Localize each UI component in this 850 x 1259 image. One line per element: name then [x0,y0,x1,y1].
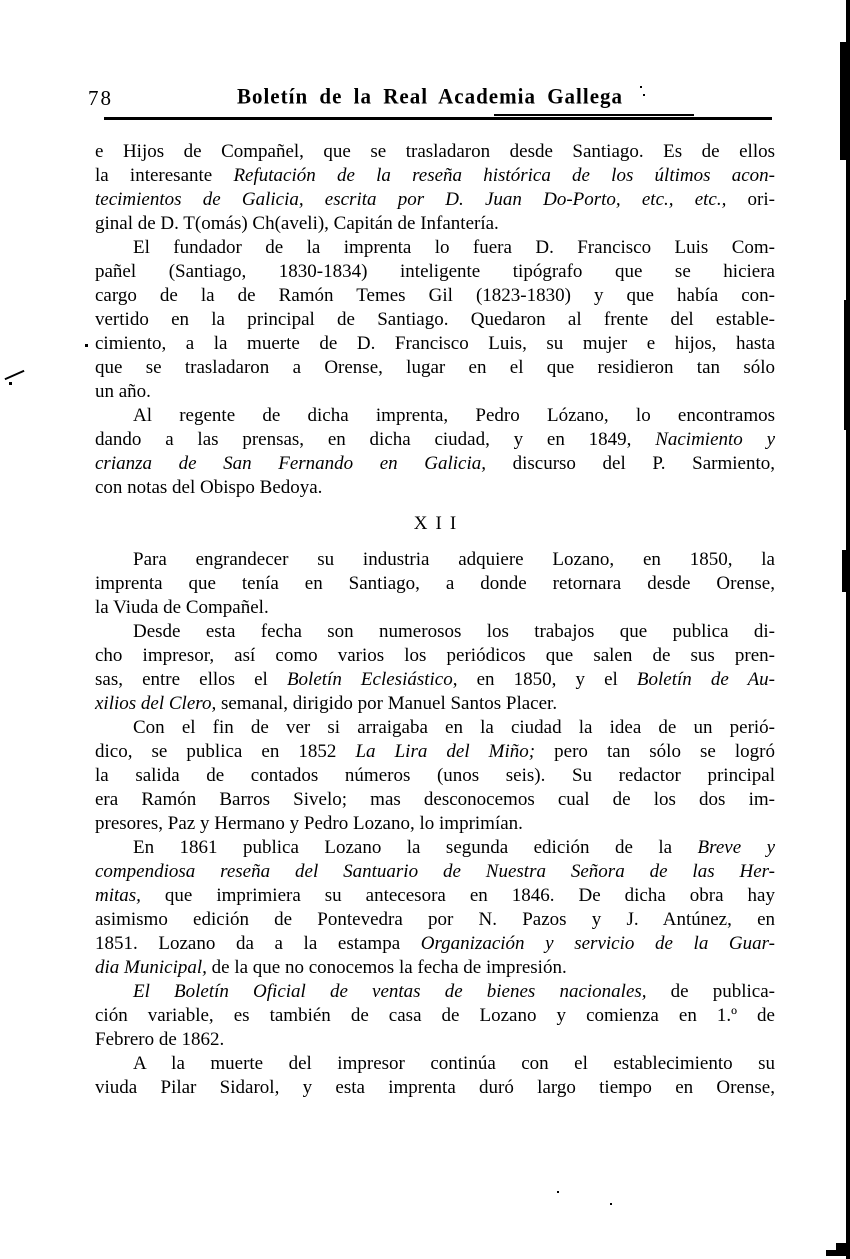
text-line: dia Municipal, de la que no conocemos la fecha de impresión. [95,957,567,978]
scan-speck [9,382,12,385]
text-line: ción variable, es también de casa de Lozano y comienza en 1.º de [95,1005,775,1026]
text-line: era Ramón Barros Sivelo; mas desconocemos cual de los dos im- [95,789,775,810]
text-line: En 1861 publica Lozano la segunda edición de la Breve y [133,837,776,858]
text-line: pañel (Santiago, 1830-1834) inteligente tipógrafo que se hiciera [95,261,775,282]
text-line: con notas del Obispo Bedoya. [95,477,323,498]
text-line: compendiosa reseña del Santuario de Nuestra Señora de las Her- [95,861,775,882]
text-line: asimismo edición de Pontevedra por N. Pazos y J. Antúnez, en [95,909,775,930]
running-header [88,84,772,112]
text-line: cho impresor, así como varios los periódicos que salen de sus pren- [95,645,775,666]
text-line: El Boletín Oficial de ventas de bienes nacionales, de publica- [133,981,775,1002]
binding-edge-artifact [846,0,850,1259]
text-line: que se trasladaron a Orense, lugar en el que residieron tan sólo [95,357,775,378]
scan-speck [610,1203,612,1205]
binding-edge-artifact [840,42,850,160]
text-line: ginal de D. T(omás) Ch(aveli), Capitán de Infantería. [95,213,499,234]
text-line: presores, Paz y Hermano y Pedro Lozano, lo imprimían. [95,813,523,834]
binding-edge-artifact [844,300,850,430]
paragraph [95,620,775,716]
text-line: imprenta que tenía en Santiago, a donde retornara desde Orense, [95,573,775,594]
text-line: vertido en la principal de Santiago. Quedaron al frente del estable- [95,309,775,330]
text-line: mitas, que imprimiera su antecesora en 1846. De dicha obra hay [95,885,775,906]
text-line: la salida de contados números (unos seis). Su redactor principal [95,765,775,786]
paragraph [95,716,775,836]
text-line: 1851. Lozano da a la estampa Organización y servicio de la Guar- [95,933,775,954]
journal-title: Boletín de la Real Academia Gallega [236,83,624,109]
text-line: crianza de San Fernando en Galicia, discurso del P. Sarmiento, [95,453,775,474]
text-line: A la muerte del impresor continúa con el establecimiento su [133,1053,775,1074]
paragraph [95,140,775,236]
text-line: Febrero de 1862. [95,1029,225,1050]
text-line: Desde esta fecha son numerosos los trabajos que publica di- [133,621,775,642]
binding-edge-artifact [836,1243,850,1253]
page-number: 78 [88,86,113,110]
page-body-text [95,140,775,1100]
text-line: viuda Pilar Sidarol, y esta imprenta duró largo tiempo en Orense, [95,1077,775,1098]
text-line: cargo de la de Ramón Temes Gil (1823-1830) y que había con- [95,285,775,306]
paragraph [95,548,775,620]
header-rule [104,117,772,120]
text-line: la Viuda de Compañel. [95,597,269,618]
text-line: la interesante Refutación de la reseña histórica de los últimos acon- [95,165,775,186]
text-line: Para engrandecer su industria adquiere Lozano, en 1850, la [133,549,775,570]
text-line: dando a las prensas, en dicha ciudad, y en 1849, Nacimiento y [95,429,775,450]
text-line: Al regente de dicha imprenta, Pedro Lózano, lo encontramos [133,405,775,426]
paragraph [95,236,775,404]
paragraph [95,404,775,500]
text-line: cimiento, a la muerte de D. Francisco Luis, su mujer e hijos, hasta [95,333,775,354]
scan-speck [640,86,642,88]
text-line: un año. [95,381,151,402]
text-line: dico, se publica en 1852 La Lira del Miño; pero tan sólo se logró [95,741,775,762]
binding-edge-artifact [842,550,850,592]
paragraph [95,1052,775,1100]
text-line: Con el fin de ver si arraigaba en la ciudad la idea de un perió- [133,717,775,738]
paragraph [95,836,775,980]
text-line: El fundador de la imprenta lo fuera D. Francisco Luis Com- [133,237,775,258]
text-line: xilios del Clero, semanal, dirigido por Manuel Santos Placer. [95,693,558,714]
scan-speck [643,94,645,96]
scan-speck [85,344,88,347]
scan-scratch-artifact [5,370,25,380]
paragraph [95,980,775,1052]
text-line: e Hijos de Compañel, que se trasladaron desde Santiago. Es de ellos [95,141,775,162]
section-heading: XII [413,513,465,534]
scan-speck [557,1191,559,1193]
text-line: tecimientos de Galicia, escrita por D. Juan Do-Porto, etc., etc., ori- [95,189,775,210]
text-line: sas, entre ellos el Boletín Eclesiástico, en 1850, y el Boletín de Au- [95,669,776,690]
